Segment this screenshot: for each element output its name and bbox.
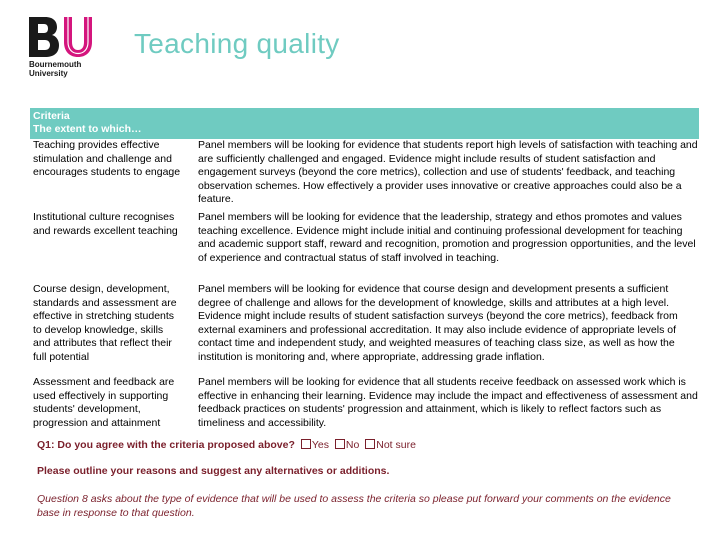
evidence-cell: Panel members will be looking for evidence that course design and development presents a sufficient degree of challenge and allows for the development of knowledge, skills and attributes at a high level. Evidence might include results of student satisfaction surveys (beyond the core metrics), feedback from external examiners and professional accreditation. It may also include evidence of appropriate levels of contact time and independent study, and weighted measures of teaching class size, as well as how the institution is monitoring and, where appropriate, addressing grade inflation. — [198, 283, 678, 363]
criterion-cell: Institutional culture recognises and rewards excellent teaching — [33, 211, 178, 237]
option-not-sure[interactable]: Not sure — [362, 439, 416, 451]
criterion-cell: Assessment and feedback are used effectively in supporting students' development, progression and attainment — [33, 376, 175, 429]
question-1 — [37, 439, 416, 451]
evidence-cell: Panel members will be looking for evidence that the leadership, strategy and ethos promotes and values teaching excellence. Evidence might include initial and continuing professional development for teaching and academic support staff, reward and recognition, promotion and progression opportunities, and the level of experience and contractual status of staff involved in teaching. — [198, 211, 696, 264]
logo-university-name: Bournemouth University — [29, 60, 82, 78]
checkbox-icon[interactable] — [365, 439, 375, 449]
checkbox-icon[interactable] — [335, 439, 345, 449]
header-criteria: Criteria — [33, 110, 70, 122]
bu-logo — [28, 16, 94, 80]
option-yes[interactable]: Yes — [298, 439, 329, 451]
bu-logo-mark-icon — [28, 16, 94, 58]
option-no[interactable]: No — [332, 439, 359, 451]
outline-prompt: Please outline your reasons and suggest any alternatives or additions. — [37, 465, 390, 477]
criterion-cell: Course design, development, standards and assessment are effective in stretching students to develop knowledge, skills and attributes that reflect their full potential — [33, 283, 177, 363]
page-title: Teaching quality — [134, 28, 340, 59]
evidence-cell: Panel members will be looking for evidence that all students receive feedback on assessed work which is effective in enhancing their learning. Evidence may include the impact and effectiveness of assessment and feedback practices on students' progression and attainment, which is likely to reflect factors such as timeliness and accessibility. — [198, 376, 698, 429]
question-1-text: Q1: Do you agree with the criteria proposed above? — [37, 439, 295, 451]
evidence-cell: Panel members will be looking for evidence that students report high levels of satisfaction with teaching and are sufficiently challenged and engaged. Evidence might include results of student satisfaction and engagement surveys (beyond the core metrics), collection and use of students' feedback, and teaching observation schemes. How effectively a provider uses innovative or creative approaches could also be a feature. — [198, 139, 698, 206]
question-8-note: Question 8 asks about the type of evidence that will be used to assess the criteria so please put forward your comments on the evidence base in response to that question. — [37, 493, 671, 519]
header-extent: The extent to which… — [33, 123, 142, 135]
checkbox-icon[interactable] — [301, 439, 311, 449]
table-header — [30, 108, 699, 139]
criteria-table — [30, 108, 699, 429]
criterion-cell: Teaching provides effective stimulation and challenge and encourages students to engage — [33, 139, 181, 179]
